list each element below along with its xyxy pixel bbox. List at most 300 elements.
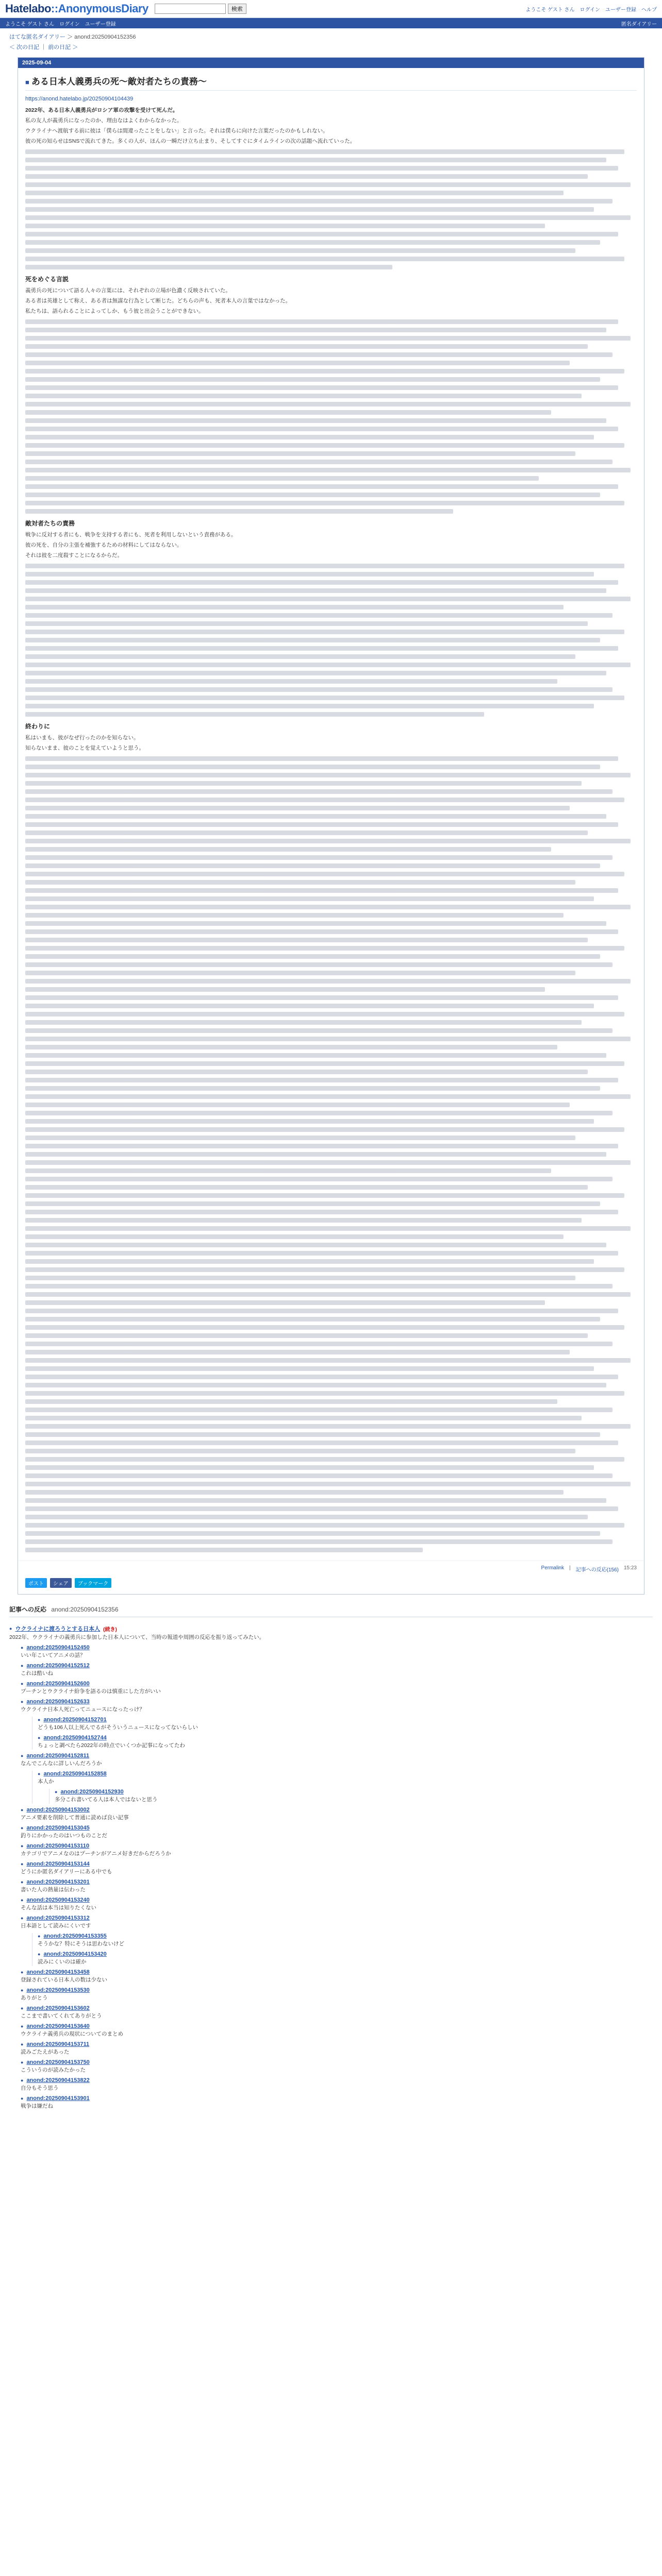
text-line	[25, 352, 613, 357]
reaction-item	[21, 1753, 653, 1804]
text-line	[25, 1539, 613, 1544]
reaction-item	[21, 2095, 653, 2110]
share-facebook-button[interactable]: シェア	[50, 1578, 72, 1588]
reaction-item	[21, 1807, 653, 1822]
text-line	[25, 1333, 588, 1338]
text-line	[25, 654, 575, 659]
reaction-text: 釣りにかかったのはいつものことだ	[21, 1833, 107, 1839]
search-button[interactable]: 検索	[228, 4, 246, 14]
text-line	[25, 174, 588, 179]
text-line	[25, 789, 613, 794]
text-line	[25, 451, 575, 456]
reaction-link[interactable]: anond:20250904153530	[26, 1987, 90, 1993]
entry-paragraph: 私の友人が義勇兵になったのか、理由なはよくわからなかった。	[25, 117, 183, 124]
text-line	[25, 946, 624, 951]
entry-paragraph: 2022年、ある日本人義勇兵がロシア軍の攻撃を受けて死んだ。	[25, 107, 178, 113]
reaction-item	[21, 1681, 653, 1696]
reaction-item	[21, 1663, 653, 1677]
text-line	[25, 158, 606, 162]
text-line	[25, 319, 618, 324]
text-line	[25, 1342, 613, 1346]
text-line	[25, 814, 606, 819]
entry-time: 15:23	[623, 1565, 637, 1571]
top-link-help[interactable]: ヘルプ	[641, 7, 657, 13]
text-line	[25, 1432, 600, 1437]
text-line	[25, 905, 631, 909]
text-line	[25, 971, 575, 975]
bullet-icon: ●	[38, 1771, 41, 1776]
text-line	[25, 704, 594, 708]
body-text-block-2	[25, 319, 637, 514]
reaction-text: 読みごたえがあった	[21, 2049, 70, 2055]
bullet-icon: ●	[21, 2024, 24, 2029]
text-line	[25, 687, 613, 692]
reaction-text: どうにか匿名ダイアリーにある中でも	[21, 1869, 112, 1875]
text-line	[25, 1160, 631, 1165]
bullet-icon: ●	[55, 1789, 58, 1794]
entry-paragraph: 彼の死の知らせはSNSで流れてきた。多くの人が、ほんの一瞬だけ立ち止まり、そしてすぐにタイムラインの次の話題へ流れていった。	[25, 138, 356, 144]
text-line	[25, 671, 606, 675]
reaction-item	[38, 1717, 653, 1732]
subbar-link-anond[interactable]: 匿名ダイアリー	[621, 21, 657, 27]
reaction-item	[38, 1951, 653, 1966]
text-line	[25, 418, 606, 423]
reaction-text: いい年こいてアニメの話？	[21, 1652, 86, 1658]
entry-section	[25, 275, 637, 315]
text-line	[25, 781, 582, 786]
text-line	[25, 806, 570, 810]
reaction-children	[32, 1717, 653, 1750]
reaction-item	[21, 1861, 653, 1876]
breadcrumb-separator: ＞	[67, 34, 73, 40]
text-line	[25, 484, 618, 489]
text-line	[25, 888, 618, 893]
text-line	[25, 1383, 606, 1387]
reaction-link[interactable]: anond:20250904153420	[43, 1951, 107, 1957]
bullet-icon: ●	[21, 1681, 24, 1686]
subbar-link-login[interactable]: ログイン	[59, 21, 80, 27]
text-line	[25, 1045, 557, 1049]
text-line	[25, 224, 545, 228]
text-line	[25, 385, 618, 390]
text-line	[25, 1276, 575, 1280]
reaction-link[interactable]: anond:20250904153144	[26, 1861, 90, 1867]
text-line	[25, 1243, 606, 1247]
reaction-item	[38, 1771, 653, 1804]
entry-paragraph: 彼の死を、自分の主張を補強するための材料にしてはならない。	[25, 542, 183, 548]
entry-date: 2025-09-04	[18, 58, 644, 68]
reaction-link[interactable]: anond:20250904153240	[26, 1897, 90, 1903]
text-line	[25, 1168, 551, 1173]
text-line	[25, 954, 600, 959]
reaction-item	[21, 2077, 653, 2092]
top-links	[525, 5, 657, 13]
reaction-link[interactable]: anond:20250904153602	[26, 2005, 90, 2011]
text-line	[25, 1127, 624, 1132]
text-line	[25, 207, 594, 212]
reaction-text: カテゴリでアニメなのはプーチンがアニメ好きだからだろうか	[21, 1851, 171, 1857]
reaction-tag: (続き)	[103, 1626, 117, 1633]
text-line	[25, 588, 606, 593]
text-line	[25, 1086, 600, 1091]
text-line	[25, 621, 588, 626]
text-line	[25, 872, 624, 876]
text-line	[25, 646, 618, 651]
text-line	[25, 468, 631, 472]
text-line	[25, 773, 631, 777]
reaction-item	[21, 1897, 653, 1912]
text-line	[25, 1284, 613, 1289]
reaction-children	[32, 1933, 653, 1966]
text-line	[25, 572, 594, 577]
reaction-replies	[21, 1645, 653, 2110]
entry-title-text: ある日本人義勇兵の死〜敵対者たちの責務〜	[31, 77, 207, 87]
reaction-text: 自分もそう思う	[21, 2085, 59, 2091]
bullet-icon: ●	[21, 1897, 24, 1903]
permalink-link[interactable]: Permalink	[541, 1565, 564, 1571]
text-line	[25, 369, 624, 374]
text-line	[25, 1070, 588, 1074]
text-line	[25, 166, 618, 171]
text-line	[25, 1548, 423, 1552]
reaction-text: そうかな？特にそうは思わないけど	[38, 1941, 124, 1947]
reaction-link[interactable]: anond:20250904152512	[26, 1663, 90, 1669]
text-line	[25, 460, 613, 464]
reaction-text: 日本語として読みにくいです	[21, 1923, 91, 1929]
entry-paragraph: ある者は英雄として称え、ある者は無謀な行為として断じた。どちらの声も、死者本人の言葉ではなかった。	[25, 298, 291, 304]
search-form	[155, 4, 246, 14]
text-line	[25, 630, 624, 634]
reaction-link[interactable]: anond:20250904152811	[26, 1753, 90, 1759]
entry-paragraph: 知らないまま、彼のことを覚えていようと思う。	[25, 745, 144, 751]
text-line	[25, 1251, 618, 1256]
bullet-icon: ●	[21, 2096, 24, 2101]
text-line	[25, 191, 564, 195]
text-line	[25, 1152, 606, 1157]
entry-section	[25, 519, 637, 560]
text-line	[25, 696, 624, 700]
text-line	[25, 427, 618, 431]
bullet-icon: ●	[21, 1843, 24, 1849]
text-line	[25, 1119, 594, 1124]
sub-navigation-bar	[0, 18, 662, 28]
pager-prev-link[interactable]: ＜ 次の日記	[9, 44, 40, 50]
reaction-item	[21, 2059, 653, 2074]
section-heading: 死をめぐる言説	[25, 276, 69, 283]
text-line	[25, 564, 624, 568]
reaction-item	[21, 1645, 653, 1659]
pager-next-link[interactable]: 前の日記 ＞	[48, 44, 78, 50]
reaction-link[interactable]: anond:20250904153002	[26, 1807, 90, 1813]
reaction-text: ここまで書いてくれてありがとう	[21, 2013, 102, 2019]
reaction-text: プーチンとウクライナ紛争を語るのは慎重にした方がいい	[21, 1688, 161, 1694]
bullet-icon: ●	[21, 1825, 24, 1831]
reaction-link[interactable]: anond:20250904152633	[26, 1699, 90, 1705]
text-line	[25, 215, 631, 220]
reaction-text: 戦争は嫌だね	[21, 2103, 53, 2109]
text-line	[25, 962, 613, 967]
text-line	[25, 1144, 618, 1148]
text-line	[25, 1292, 631, 1297]
bullet-icon: ●	[21, 2060, 24, 2065]
text-line	[25, 1061, 624, 1066]
top-link-welcome[interactable]: ようこそ ゲスト さん	[525, 7, 575, 13]
text-line	[25, 979, 631, 984]
entry-body	[18, 68, 644, 1561]
site-logo[interactable]	[5, 2, 148, 15]
reaction-link[interactable]: anond:20250904153640	[26, 2023, 90, 2029]
text-line	[25, 1259, 594, 1264]
text-line	[25, 336, 631, 341]
reaction-text: ウクライナ義勇兵の現状についてのまとめ	[21, 2031, 123, 2037]
reaction-root	[9, 1624, 653, 1641]
reaction-text: 読みにくいのは確か	[38, 1959, 87, 1965]
text-line	[25, 1440, 618, 1445]
reaction-item	[21, 2041, 653, 2056]
text-line	[25, 493, 600, 497]
text-line	[25, 394, 582, 398]
text-line	[25, 1267, 624, 1272]
reaction-link[interactable]: anond:20250904153822	[26, 2077, 90, 2083]
text-line	[25, 1366, 594, 1371]
reaction-item	[21, 1699, 653, 1750]
reaction-link[interactable]: anond:20250904152600	[26, 1681, 90, 1687]
title-square-icon: ■	[25, 78, 29, 86]
reactions-title-text: 記事への反応	[9, 1606, 47, 1613]
text-line	[25, 240, 600, 245]
reaction-link[interactable]: anond:20250904153355	[43, 1933, 107, 1939]
reaction-item	[21, 2005, 653, 2020]
reaction-root-link[interactable]: ウクライナに渡ろうとする日本人	[15, 1626, 101, 1632]
top-header	[0, 0, 662, 18]
trackback-link[interactable]: 記事への反応(156)	[575, 1567, 619, 1573]
text-line	[25, 1482, 631, 1486]
reaction-text: こういうのが読みたかった	[21, 2067, 86, 2073]
reaction-children	[49, 1789, 653, 1804]
bullet-icon: ●	[21, 1861, 24, 1867]
text-line	[25, 1523, 624, 1528]
text-line	[25, 1457, 624, 1462]
text-line	[25, 1185, 588, 1190]
text-line	[25, 1193, 624, 1198]
reaction-text: ウクライナ日本人死亡ってニュースになったっけ？	[21, 1706, 145, 1713]
text-line	[25, 1078, 618, 1082]
bullet-icon: ●	[21, 1645, 24, 1650]
body-text-block-3	[25, 564, 637, 717]
text-line	[25, 377, 600, 382]
subbar-link-welcome[interactable]: ようこそ ゲスト さん	[5, 21, 55, 27]
reaction-link[interactable]: anond:20250904153711	[26, 2041, 90, 2047]
entry-section	[25, 722, 637, 752]
entry-title	[25, 74, 637, 91]
pager-separator: ｜	[41, 44, 47, 50]
text-line	[25, 149, 624, 154]
entry-box	[18, 57, 644, 1595]
text-line	[25, 1350, 570, 1354]
reaction-link[interactable]: anond:20250904152930	[60, 1789, 124, 1795]
reaction-text: これは酷いね	[21, 1670, 53, 1676]
reaction-link[interactable]: anond:20250904153045	[26, 1825, 90, 1831]
reaction-item	[21, 1987, 653, 2002]
text-line	[25, 1201, 600, 1206]
entry-paragraph: 義勇兵の死について語る人々の言葉には、それぞれの立場が色濃く反映されていた。	[25, 287, 231, 294]
text-line	[25, 880, 575, 885]
section-heading: 終わりに	[25, 723, 51, 730]
text-line	[25, 613, 613, 618]
reaction-link[interactable]: anond:20250904153110	[26, 1843, 90, 1849]
top-link-register[interactable]: ユーザー登録	[605, 7, 636, 13]
text-line	[25, 1020, 582, 1025]
reaction-item	[38, 1933, 653, 1948]
text-line	[25, 580, 618, 585]
text-line	[25, 1210, 618, 1214]
reaction-item	[55, 1789, 653, 1804]
reaction-text: どうも106人以上死んでるがそういうニュースになってないらしい	[38, 1724, 198, 1731]
bullet-icon: ●	[21, 1753, 24, 1758]
reaction-text: ありがとう	[21, 1995, 48, 2001]
text-line	[25, 1317, 600, 1321]
text-line	[25, 1416, 582, 1420]
breadcrumb	[0, 28, 662, 42]
reaction-item	[21, 1843, 653, 1858]
text-line	[25, 1490, 564, 1495]
breadcrumb-parent[interactable]: はてな匿名ダイアリー	[9, 34, 66, 40]
text-line	[25, 987, 545, 992]
reaction-item	[21, 1915, 653, 1966]
reaction-link[interactable]: anond:20250904152701	[43, 1717, 107, 1723]
text-line	[25, 1424, 631, 1429]
entry-paragraph: ウクライナへ渡航する前に彼は「僕らは間違ったことをしない」と言った。それは僕らに向けた言葉だったのかもしれない。	[25, 128, 328, 134]
reaction-text: そんな話は本当は知りたくない	[21, 1905, 96, 1911]
reaction-item	[21, 1969, 653, 1984]
text-line	[25, 921, 606, 926]
reaction-item	[21, 2023, 653, 2038]
text-line	[25, 938, 588, 942]
text-line	[25, 1498, 606, 1503]
bullet-icon: ●	[21, 2006, 24, 2011]
reaction-link[interactable]: anond:20250904152858	[43, 1771, 107, 1777]
text-line	[25, 1473, 613, 1478]
bullet-icon: ●	[21, 1970, 24, 1975]
bullet-icon: ●	[38, 1952, 41, 1957]
text-line	[25, 509, 453, 514]
bullet-icon: ●	[21, 1879, 24, 1885]
text-line	[25, 822, 618, 827]
text-line	[25, 712, 484, 717]
reaction-link[interactable]: anond:20250904152450	[26, 1645, 90, 1651]
reaction-text: 登録されている日本人の数は少ない	[21, 1977, 107, 1983]
text-line	[25, 605, 564, 609]
reactions-section	[9, 1605, 653, 2110]
bullet-icon: ●	[9, 1626, 12, 1631]
text-line	[25, 1094, 631, 1099]
bullet-icon: ●	[38, 1934, 41, 1939]
text-line	[25, 361, 570, 365]
reaction-item	[38, 1735, 653, 1750]
entry-section	[25, 106, 637, 145]
text-line	[25, 798, 624, 802]
text-line	[25, 663, 631, 667]
reaction-text: 2022年、ウクライナの義勇兵に参加した日本人について、当時の報道や周囲の反応を振り返ってみたい。	[9, 1634, 265, 1640]
text-line	[25, 831, 588, 835]
share-hatena-bookmark-button[interactable]: ブックマーク	[75, 1578, 111, 1588]
entry-paragraph: 私たちは、語られることによってしか、もう彼と出会うことができない。	[25, 308, 204, 314]
breadcrumb-current: anond:20250904152356	[74, 34, 136, 40]
reaction-text: 本人か	[38, 1778, 54, 1785]
text-line	[25, 1399, 557, 1404]
text-line	[25, 913, 564, 918]
bullet-icon: ●	[21, 1807, 24, 1812]
reaction-text: 書いた人の熱量は伝わった	[21, 1887, 86, 1893]
reactions-subtitle: anond:20250904152356	[51, 1606, 119, 1613]
logo-part2: ::AnonymousDiary	[51, 2, 148, 15]
bullet-icon: ●	[21, 1663, 24, 1668]
text-line	[25, 410, 551, 415]
text-line	[25, 855, 613, 860]
text-line	[25, 199, 613, 204]
text-line	[25, 501, 624, 505]
share-buttons	[18, 1578, 644, 1594]
text-line	[25, 1028, 613, 1033]
text-line	[25, 1103, 570, 1107]
text-line	[25, 435, 594, 439]
reaction-link[interactable]: anond:20250904153312	[26, 1915, 90, 1921]
text-line	[25, 328, 606, 332]
text-line	[25, 995, 618, 1000]
reaction-link[interactable]: anond:20250904153750	[26, 2059, 90, 2065]
text-line	[25, 1136, 575, 1140]
reaction-text: ちょっと調べたら2022年の時点でいくつか記事になってたわ	[38, 1742, 185, 1749]
text-line	[25, 232, 618, 236]
reaction-children	[32, 1771, 653, 1804]
reaction-text: 多分これ書いてる人は本人ではないと思う	[55, 1797, 158, 1803]
text-line	[25, 182, 631, 187]
text-line	[25, 1531, 600, 1536]
text-line	[25, 1391, 624, 1396]
footer-separator: |	[569, 1565, 571, 1571]
share-x-button[interactable]: ポスト	[25, 1578, 47, 1588]
text-line	[25, 847, 551, 852]
subbar-link-register[interactable]: ユーザー登録	[85, 21, 116, 27]
text-line	[25, 1111, 613, 1115]
text-line	[25, 1465, 594, 1470]
body-text-block-4	[25, 756, 637, 1552]
reaction-item	[21, 1879, 653, 1894]
text-line	[25, 1408, 613, 1412]
reaction-link[interactable]: anond:20250904152744	[43, 1735, 107, 1741]
text-line	[25, 597, 631, 601]
text-line	[25, 756, 618, 761]
text-line	[25, 1300, 545, 1305]
text-line	[25, 1449, 575, 1453]
search-input[interactable]	[155, 4, 226, 14]
text-line	[25, 344, 588, 349]
reaction-link[interactable]: anond:20250904153201	[26, 1879, 90, 1885]
text-line	[25, 1226, 631, 1231]
text-line	[25, 1004, 594, 1008]
reaction-link[interactable]: anond:20250904153901	[26, 2095, 90, 2102]
text-line	[25, 265, 392, 269]
entry-url-link[interactable]: https://anond.hatelabo.jp/20250904104439	[25, 96, 134, 102]
text-line	[25, 1506, 618, 1511]
reaction-head	[9, 1624, 653, 1633]
reaction-link[interactable]: anond:20250904153458	[26, 1969, 90, 1975]
text-line	[25, 1234, 564, 1239]
bullet-icon: ●	[38, 1735, 41, 1740]
text-line	[25, 1053, 606, 1058]
bullet-icon: ●	[21, 2042, 24, 2047]
top-link-login[interactable]: ログイン	[580, 7, 600, 13]
